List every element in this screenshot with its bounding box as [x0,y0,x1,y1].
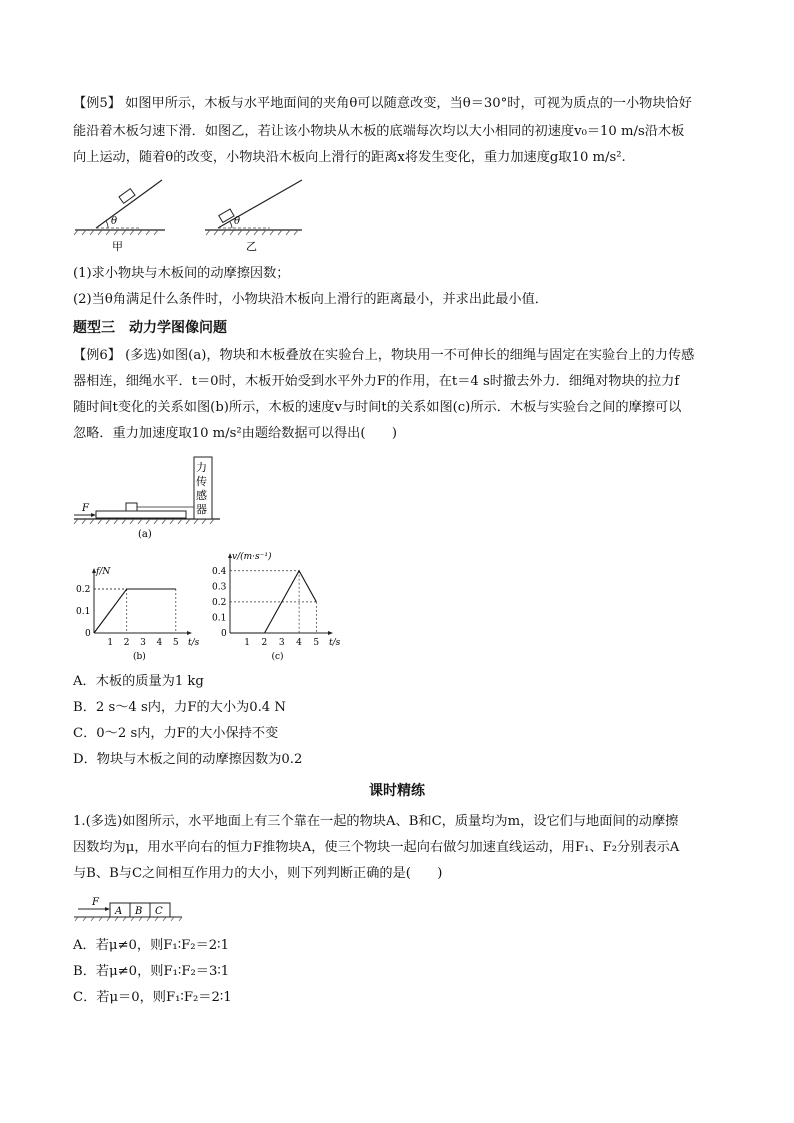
figure-yi-caption: 乙 [246,240,257,253]
x-axis-label: t/s [188,638,200,648]
theta-label: θ [111,216,118,227]
sensor-char-3: 感 [196,489,207,502]
board [96,511,186,518]
y-tick-label: 0.2 [76,585,91,595]
practice-option-a: A．若μ≠0，则F₁∶F₂＝2∶1 [73,938,229,953]
sensor-char-1: 力 [196,461,207,474]
figure-jia-caption: 甲 [112,240,123,253]
block-b-label: B [135,906,143,917]
y-tick-label: 0 [221,629,227,639]
figure-a-caption: (a) [138,529,152,540]
x-tick-label: 4 [296,638,302,648]
x-tick-label: 2 [123,638,130,648]
blocks-figure [70,895,190,921]
practice-q1-line-1: 1.(多选)如图所示，水平地面上有三个靠在一起的物块A、B和C，质量均为m，设它们与地面间的动摩擦 [73,814,679,829]
theta-label-yi: θ [234,216,241,227]
x-tick-label: 5 [172,638,179,648]
y-tick-label: 0.1 [212,613,227,624]
ex5-line-1: 【例5】 如图甲所示，木板与水平地面间的夹角θ可以随意改变，当θ＝30°时，可视为质点的一小物块恰好 [73,96,692,111]
ex6-line-1: 【例6】 (多选)如图(a)，物块和木板叠放在实验台上，物块用一不可伸长的细绳与固定在实验台上的力传感 [73,348,695,363]
chart-caption: (b) [133,652,146,662]
y-axis-label: f/N [96,567,111,577]
x-tick-label: 5 [313,638,320,648]
ex5-question-1: (1)求小物块与木板间的动摩擦因数； [73,266,290,281]
ex5-line-3: 向上运动，随着θ的改变，小物块沿木板向上滑行的距离x将发生变化，重力加速度g取10 m/s². [73,150,626,165]
chart-c [200,548,360,665]
chart-caption: (c) [271,652,284,662]
incline-figures [70,178,310,256]
ex5-line-2: 能沿着木板匀速下滑．如图乙，若让该小物块从木板的底端每次均以大小相同的初速度v₀＝10 m/s沿木板 [73,124,685,139]
figure-jia [74,180,165,253]
x-tick-label: 1 [107,638,114,648]
chart-b [70,555,200,665]
x-axis-arrow [187,631,192,635]
block [126,503,137,511]
practice-option-b: B．若μ≠0，则F₁∶F₂＝3∶1 [73,964,230,979]
section-title: 题型三 动力学图像问题 [73,320,227,336]
ex6-line-4: 忽略．重力加速度取10 m/s²由题给数据可以得出( ) [73,426,398,441]
y-tick-label: 0.2 [212,597,227,608]
practice-title: 课时精练 [369,783,425,799]
ex5-question-2: (2)当θ角满足什么条件时，小物块沿木板向上滑行的距离最小，并求出此最小值． [73,292,548,307]
ex6-line-2: 器相连，细绳水平．t＝0时，木板开始受到水平外力F的作用，在t＝4 s时撤去外力．细绳对物块的拉力f [73,374,680,389]
ex6-option-c: C．0～2 s内，力F的大小保持不变 [73,726,279,741]
x-tick-label: 3 [278,638,285,648]
y-tick-label: 0.4 [212,566,227,577]
x-tick-label: 1 [244,638,251,648]
y-tick-label: 0.1 [76,607,91,617]
push-force-label: F [92,897,99,908]
ex6-line-3: 随时间t变化的关系如图(b)所示，木板的速度v与时间t的关系如图(c)所示．木板与实验台之间的摩擦可以 [73,400,682,415]
figure-a [70,455,230,545]
x-tick-label: 2 [261,638,268,648]
x-tick-label: 3 [140,638,146,648]
ex6-option-a: A．木板的质量为1 kg [73,674,204,689]
sensor-char-2: 传 [196,475,207,488]
y-axis-label: v/(m·s⁻¹) [232,552,272,562]
y-tick-label: 0.3 [212,582,227,593]
practice-option-c: C．若μ＝0，则F₁∶F₂＝2∶1 [73,990,232,1005]
ex6-option-d: D．物块与木板之间的动摩擦因数为0.2 [73,752,303,767]
block-c-label: C [155,906,163,917]
ex6-option-b: B．2 s～4 s内，力F的大小为0.4 N [73,700,286,715]
x-axis-arrow [328,631,333,635]
x-tick-label: 4 [156,638,163,648]
practice-q1-line-3: 与B、B与C之间相互作用力的大小，则下列判断正确的是( ) [73,866,443,881]
practice-q1-line-2: 因数均为μ，用水平向右的恒力F推物块A，使三个物块一起向右做匀加速直线运动，用F₁、F₂分别表示A [73,840,680,855]
force-label: F [82,503,89,514]
x-axis-label: t/s [329,638,341,648]
y-tick-label: 0 [85,629,91,639]
figure-yi [205,180,302,253]
block-a-label: A [115,906,123,917]
sensor-char-4: 器 [196,503,207,516]
series-line [94,589,176,633]
